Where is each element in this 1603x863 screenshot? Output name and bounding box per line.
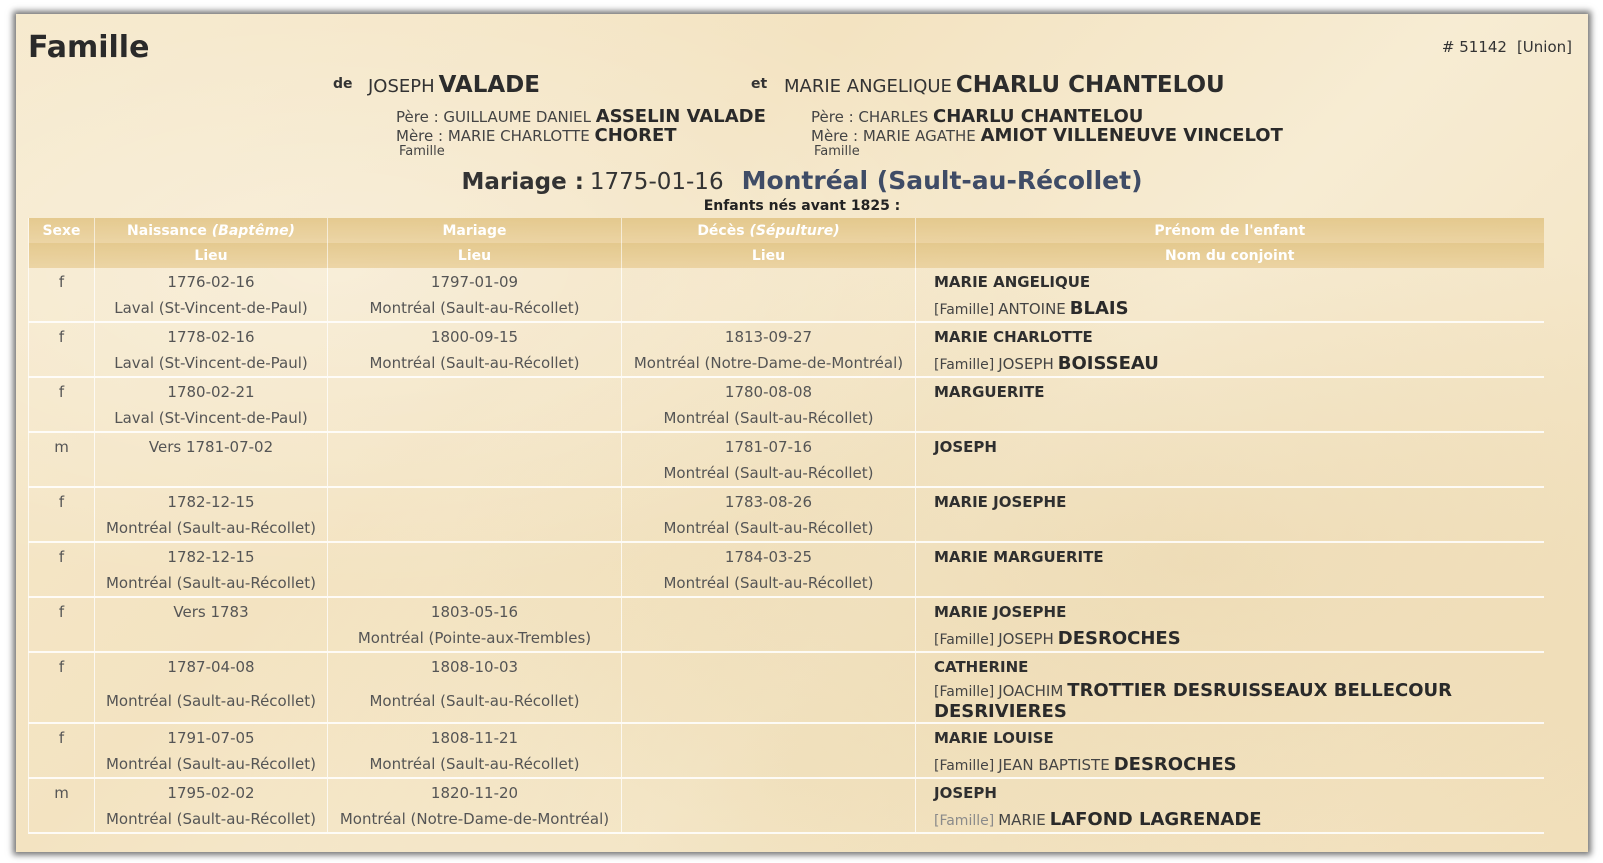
child-death-place — [622, 625, 916, 652]
father-first-name: GUILLAUME DANIEL — [443, 108, 591, 126]
spouse-last-name[interactable]: BLAIS — [1069, 297, 1129, 319]
child-spouse-cell — [916, 350, 1544, 377]
child-spouse-cell — [916, 751, 1544, 778]
child-death-date: 1780-08-08 — [622, 377, 916, 405]
child-spouse-cell — [916, 460, 1544, 487]
table-row — [29, 350, 1544, 377]
col-naissance — [95, 218, 328, 243]
wife-family-link[interactable]: Famille — [814, 144, 860, 159]
child-sex-sub — [29, 751, 95, 778]
spouse-family-link[interactable]: [Famille] — [934, 757, 995, 774]
bapteme-label: (Baptême) — [211, 222, 295, 239]
table-row — [29, 377, 1544, 405]
child-name-cell — [916, 542, 1544, 570]
spouse-first-name: ANTOINE — [998, 299, 1066, 318]
husband-name[interactable] — [368, 72, 540, 98]
husband-family-link[interactable]: Famille — [399, 144, 445, 159]
child-death-place: Montréal (Sault-au-Récollet) — [622, 570, 916, 597]
marriage-line — [16, 166, 1588, 195]
col-lieu-naissance: Lieu — [95, 243, 328, 268]
child-birth-place: Laval (St-Vincent-de-Paul) — [95, 405, 328, 432]
child-death-date: 1813-09-27 — [622, 322, 916, 350]
child-death-place: Montréal (Sault-au-Récollet) — [622, 460, 916, 487]
child-marriage-date: 1820-11-20 — [328, 778, 622, 806]
spouse-last-name[interactable]: BOISSEAU — [1057, 352, 1159, 374]
table-subheader-row — [29, 243, 1544, 268]
child-birth-date: 1782-12-15 — [95, 542, 328, 570]
husband-mother[interactable] — [396, 125, 677, 146]
child-sex: f — [29, 597, 95, 625]
child-marriage-place: Montréal (Sault-au-Récollet) — [328, 751, 622, 778]
child-death-date — [622, 778, 916, 806]
col-conjoint: Nom du conjoint — [916, 243, 1544, 268]
wife-name[interactable] — [784, 72, 1225, 98]
child-sex-sub — [29, 295, 95, 322]
child-birth-date: 1780-02-21 — [95, 377, 328, 405]
child-name-cell — [916, 778, 1544, 806]
husband-father[interactable] — [396, 106, 766, 127]
mother-last-name: AMIOT VILLENEUVE VINCELOT — [980, 125, 1283, 146]
spouse-first-name: JOSEPH — [998, 629, 1054, 648]
child-spouse-cell — [916, 625, 1544, 652]
child-name-cell — [916, 597, 1544, 625]
col-prenom: Prénom de l'enfant — [916, 218, 1544, 243]
child-death-date — [622, 268, 916, 295]
wife-first-name: MARIE ANGELIQUE — [784, 76, 952, 97]
child-sex: f — [29, 268, 95, 295]
child-sex-sub — [29, 515, 95, 542]
table-row — [29, 723, 1544, 751]
family-record-panel — [16, 14, 1588, 852]
child-birth-place: Laval (St-Vincent-de-Paul) — [95, 295, 328, 322]
child-death-place: Montréal (Notre-Dame-de-Montréal) — [622, 350, 916, 377]
child-name-cell — [916, 652, 1544, 680]
husband-last-name: VALADE — [438, 72, 540, 98]
child-death-date — [622, 652, 916, 680]
child-spouse-cell — [916, 680, 1544, 723]
table-row — [29, 625, 1544, 652]
table-row — [29, 322, 1544, 350]
spouse-last-name[interactable]: DESROCHES — [1113, 753, 1237, 775]
child-marriage-date — [328, 432, 622, 460]
husband-first-name: JOSEPH — [368, 76, 435, 97]
mother-label: Mère : — [811, 127, 859, 145]
spouse-first-name: JEAN BAPTISTE — [998, 755, 1110, 774]
table-row — [29, 680, 1544, 723]
table-row — [29, 268, 1544, 295]
table-row — [29, 806, 1544, 833]
child-marriage-date: 1808-10-03 — [328, 652, 622, 680]
child-birth-date: 1795-02-02 — [95, 778, 328, 806]
spouse-first-name: JOACHIM — [998, 682, 1064, 700]
child-name-cell — [916, 268, 1544, 295]
col-deces — [622, 218, 916, 243]
child-spouse-cell — [916, 295, 1544, 322]
child-name[interactable]: MARIE CHARLOTTE — [934, 327, 1093, 346]
table-row — [29, 751, 1544, 778]
child-sex: f — [29, 652, 95, 680]
child-name-cell — [916, 723, 1544, 751]
child-sex: f — [29, 487, 95, 515]
table-row — [29, 652, 1544, 680]
child-sex: f — [29, 377, 95, 405]
spouse-first-name: MARIE — [998, 810, 1046, 829]
child-marriage-place — [328, 405, 622, 432]
table-row — [29, 778, 1544, 806]
wife-father[interactable] — [811, 106, 1143, 127]
col-mariage: Mariage — [328, 218, 622, 243]
child-sex-sub — [29, 350, 95, 377]
spouse-family-link[interactable]: [Famille] — [934, 301, 995, 318]
col-lieu-mariage: Lieu — [328, 243, 622, 268]
child-sex-sub — [29, 625, 95, 652]
deces-label: Décès — [697, 222, 745, 239]
children-heading: Enfants nés avant 1825 : — [703, 198, 901, 214]
child-name-cell — [916, 487, 1544, 515]
table-row — [29, 460, 1544, 487]
father-label: Père : — [396, 108, 439, 126]
child-birth-date: 1782-12-15 — [95, 487, 328, 515]
col-lieu-deces: Lieu — [622, 243, 916, 268]
sepulture-label: (Sépulture) — [749, 222, 840, 239]
child-birth-place: Montréal (Sault-au-Récollet) — [95, 570, 328, 597]
father-last-name: ASSELIN VALADE — [595, 106, 766, 127]
child-marriage-place: Montréal (Sault-au-Récollet) — [328, 295, 622, 322]
child-death-place — [622, 806, 916, 833]
child-birth-date: 1791-07-05 — [95, 723, 328, 751]
father-last-name: CHARLU CHANTELOU — [933, 106, 1144, 127]
col-sexe: Sexe — [29, 218, 95, 243]
child-death-date — [622, 723, 916, 751]
child-death-place — [622, 295, 916, 322]
child-birth-date: 1778-02-16 — [95, 322, 328, 350]
col-sexe-sub — [29, 243, 95, 268]
child-death-place: Montréal (Sault-au-Récollet) — [622, 515, 916, 542]
child-name[interactable]: MARIE JOSEPHE — [934, 492, 1067, 511]
child-name[interactable]: JOSEPH — [934, 783, 997, 802]
father-label: Père : — [811, 108, 854, 126]
child-name[interactable]: JOSEPH — [934, 437, 997, 456]
child-birth-place: Montréal (Sault-au-Récollet) — [95, 751, 328, 778]
table-row — [29, 432, 1544, 460]
child-birth-date: 1776-02-16 — [95, 268, 328, 295]
child-marriage-date: 1808-11-21 — [328, 723, 622, 751]
father-first-name: CHARLES — [858, 108, 929, 126]
child-sex: m — [29, 778, 95, 806]
child-name[interactable]: MARIE MARGUERITE — [934, 547, 1104, 566]
child-birth-place: Montréal (Sault-au-Récollet) — [95, 515, 328, 542]
child-spouse-cell — [916, 570, 1544, 597]
child-name[interactable]: MARIE LOUISE — [934, 728, 1054, 747]
child-sex-sub — [29, 460, 95, 487]
child-birth-date: Vers 1783 — [95, 597, 328, 625]
child-name[interactable]: MARIE JOSEPHE — [934, 602, 1067, 621]
spouse-family-link[interactable]: [Famille] — [934, 356, 995, 373]
child-birth-place: Montréal (Sault-au-Récollet) — [95, 680, 328, 723]
child-sex-sub — [29, 570, 95, 597]
child-death-place — [622, 680, 916, 723]
children-table — [28, 218, 1544, 834]
child-spouse-cell — [916, 405, 1544, 432]
child-birth-place — [95, 625, 328, 652]
child-death-date: 1784-03-25 — [622, 542, 916, 570]
table-row — [29, 295, 1544, 322]
husband-prefix: de — [333, 76, 353, 92]
table-row — [29, 405, 1544, 432]
child-marriage-date: 1800-09-15 — [328, 322, 622, 350]
child-marriage-date — [328, 487, 622, 515]
record-id — [1432, 38, 1572, 56]
wife-last-name: CHARLU CHANTELOU — [955, 72, 1225, 98]
mother-last-name: CHORET — [594, 125, 677, 146]
marriage-place[interactable]: Montréal (Sault-au-Récollet) — [741, 166, 1143, 195]
spouse-last-name[interactable]: LAFOND LAGRENADE — [1049, 808, 1262, 830]
child-death-place — [622, 751, 916, 778]
child-marriage-date — [328, 377, 622, 405]
child-death-place: Montréal (Sault-au-Récollet) — [622, 405, 916, 432]
child-birth-place — [95, 460, 328, 487]
child-marriage-place: Montréal (Sault-au-Récollet) — [328, 680, 622, 723]
child-spouse-cell — [916, 515, 1544, 542]
child-sex-sub — [29, 680, 95, 723]
table-header-row — [29, 218, 1544, 243]
spouse-last-name[interactable]: TROTTIER DESRUISSEAUX BELLECOUR DESRIVIERES — [934, 680, 1452, 722]
child-marriage-date: 1797-01-09 — [328, 268, 622, 295]
child-name-cell — [916, 322, 1544, 350]
child-marriage-place — [328, 515, 622, 542]
wife-prefix: et — [751, 76, 768, 92]
page-title: Famille — [28, 30, 150, 65]
spouse-family-link[interactable]: [Famille] — [934, 812, 995, 829]
record-type: [Union] — [1516, 38, 1572, 56]
child-birth-place: Montréal (Sault-au-Récollet) — [95, 806, 328, 833]
child-marriage-place: Montréal (Notre-Dame-de-Montréal) — [328, 806, 622, 833]
child-name-cell — [916, 377, 1544, 405]
child-name[interactable]: CATHERINE — [934, 657, 1029, 676]
child-marriage-place — [328, 460, 622, 487]
marriage-date: 1775-01-16 — [589, 169, 724, 195]
spouse-last-name[interactable]: DESROCHES — [1057, 627, 1181, 649]
table-row — [29, 515, 1544, 542]
child-sex-sub — [29, 806, 95, 833]
table-row — [29, 542, 1544, 570]
child-marriage-place: Montréal (Sault-au-Récollet) — [328, 350, 622, 377]
child-sex-sub — [29, 405, 95, 432]
child-sex: f — [29, 542, 95, 570]
marriage-label: Mariage : — [461, 169, 584, 195]
child-sex: m — [29, 432, 95, 460]
child-spouse-cell — [916, 806, 1544, 833]
child-marriage-place — [328, 570, 622, 597]
child-sex: f — [29, 322, 95, 350]
child-birth-date: Vers 1781-07-02 — [95, 432, 328, 460]
child-name-cell — [916, 432, 1544, 460]
child-death-date: 1781-07-16 — [622, 432, 916, 460]
child-sex: f — [29, 723, 95, 751]
child-birth-date: 1787-04-08 — [95, 652, 328, 680]
child-name[interactable]: MARGUERITE — [934, 382, 1045, 401]
mother-first-name: MARIE AGATHE — [862, 127, 976, 145]
spouse-family-link[interactable]: [Famille] — [934, 684, 995, 700]
child-birth-place: Laval (St-Vincent-de-Paul) — [95, 350, 328, 377]
child-marriage-date: 1803-05-16 — [328, 597, 622, 625]
child-marriage-date — [328, 542, 622, 570]
naissance-label: Naissance — [127, 222, 207, 239]
table-row — [29, 597, 1544, 625]
child-death-date — [622, 597, 916, 625]
spouse-family-link[interactable]: [Famille] — [934, 631, 995, 648]
child-name[interactable]: MARIE ANGELIQUE — [934, 272, 1091, 291]
mother-first-name: MARIE CHARLOTTE — [447, 127, 590, 145]
wife-mother[interactable] — [811, 125, 1283, 146]
record-number: # 51142 — [1441, 38, 1507, 56]
mother-label: Mère : — [396, 127, 444, 145]
table-row — [29, 487, 1544, 515]
table-row — [29, 570, 1544, 597]
child-marriage-place: Montréal (Pointe-aux-Trembles) — [328, 625, 622, 652]
spouse-first-name: JOSEPH — [998, 354, 1054, 373]
child-death-date: 1783-08-26 — [622, 487, 916, 515]
